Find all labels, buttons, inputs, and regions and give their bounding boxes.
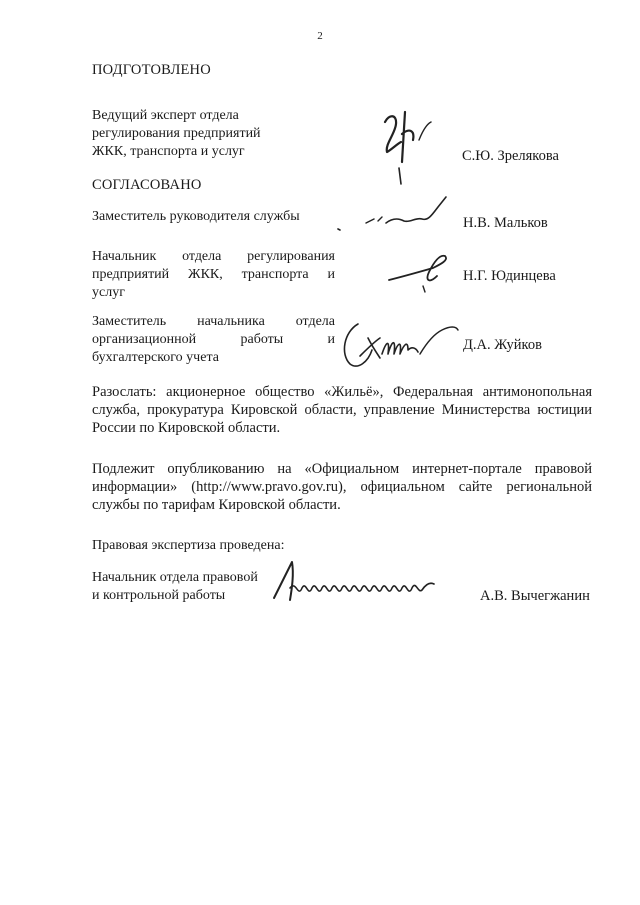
- signer-2-position-line: услуг: [92, 285, 125, 300]
- prepared-position-line: регулирования предприятий: [92, 126, 261, 141]
- signature-vychegzhanin: [270, 558, 440, 608]
- legal-review-heading: Правовая экспертиза проведена:: [92, 538, 285, 553]
- signature-zrelyakova: [375, 100, 435, 190]
- page-number: 2: [317, 30, 323, 42]
- signer-3-position-line: Заместитель начальника отдела: [92, 314, 335, 329]
- signer-1-name: Н.В. Мальков: [463, 215, 548, 231]
- signer-1-position: Заместитель руководителя службы: [92, 209, 300, 224]
- signer-3-position: [92, 313, 335, 367]
- signer-3-position-line: организационной работы и: [92, 332, 335, 347]
- legal-review-position-line: Начальник отдела правовой: [92, 570, 258, 585]
- signer-2-name: Н.Г. Юдинцева: [463, 268, 556, 284]
- signer-3-name: Д.А. Жуйков: [463, 337, 542, 353]
- signature-malkov: [330, 195, 455, 240]
- signature-zhuykov: [338, 318, 463, 373]
- signer-3-position-line: бухгалтерского учета: [92, 350, 219, 365]
- signer-2-position-line: Начальник отдела регулирования: [92, 249, 335, 264]
- signature-yudintseva: [385, 250, 455, 295]
- signer-2-position-line: предприятий ЖКК, транспорта и: [92, 267, 335, 282]
- legal-review-name: А.В. Вычегжанин: [480, 588, 590, 604]
- prepared-heading: ПОДГОТОВЛЕНО: [92, 62, 211, 78]
- agreed-heading: СОГЛАСОВАНО: [92, 177, 202, 193]
- distribution-paragraph: Разослать: акционерное общество «Жильё», Федеральная антимонопольная служба, прокуратура Кировской области, управление Министерства юстиции России по Кировской области.: [92, 384, 592, 436]
- prepared-name: С.Ю. Зрелякова: [462, 148, 559, 164]
- legal-review-position-line: и контрольной работы: [92, 588, 226, 603]
- prepared-position-line: Ведущий эксперт отдела: [92, 108, 239, 123]
- publication-paragraph: Подлежит опубликованию на «Официальном интернет-портале правовой информации» (http://www.pravo.gov.ru), официальном сайте региональной службы по тарифам Кировской области.: [92, 461, 592, 513]
- prepared-position: [92, 107, 292, 161]
- legal-review-position: [92, 569, 292, 605]
- signer-2-position: [92, 248, 335, 302]
- prepared-position-line: ЖКК, транспорта и услуг: [92, 144, 245, 159]
